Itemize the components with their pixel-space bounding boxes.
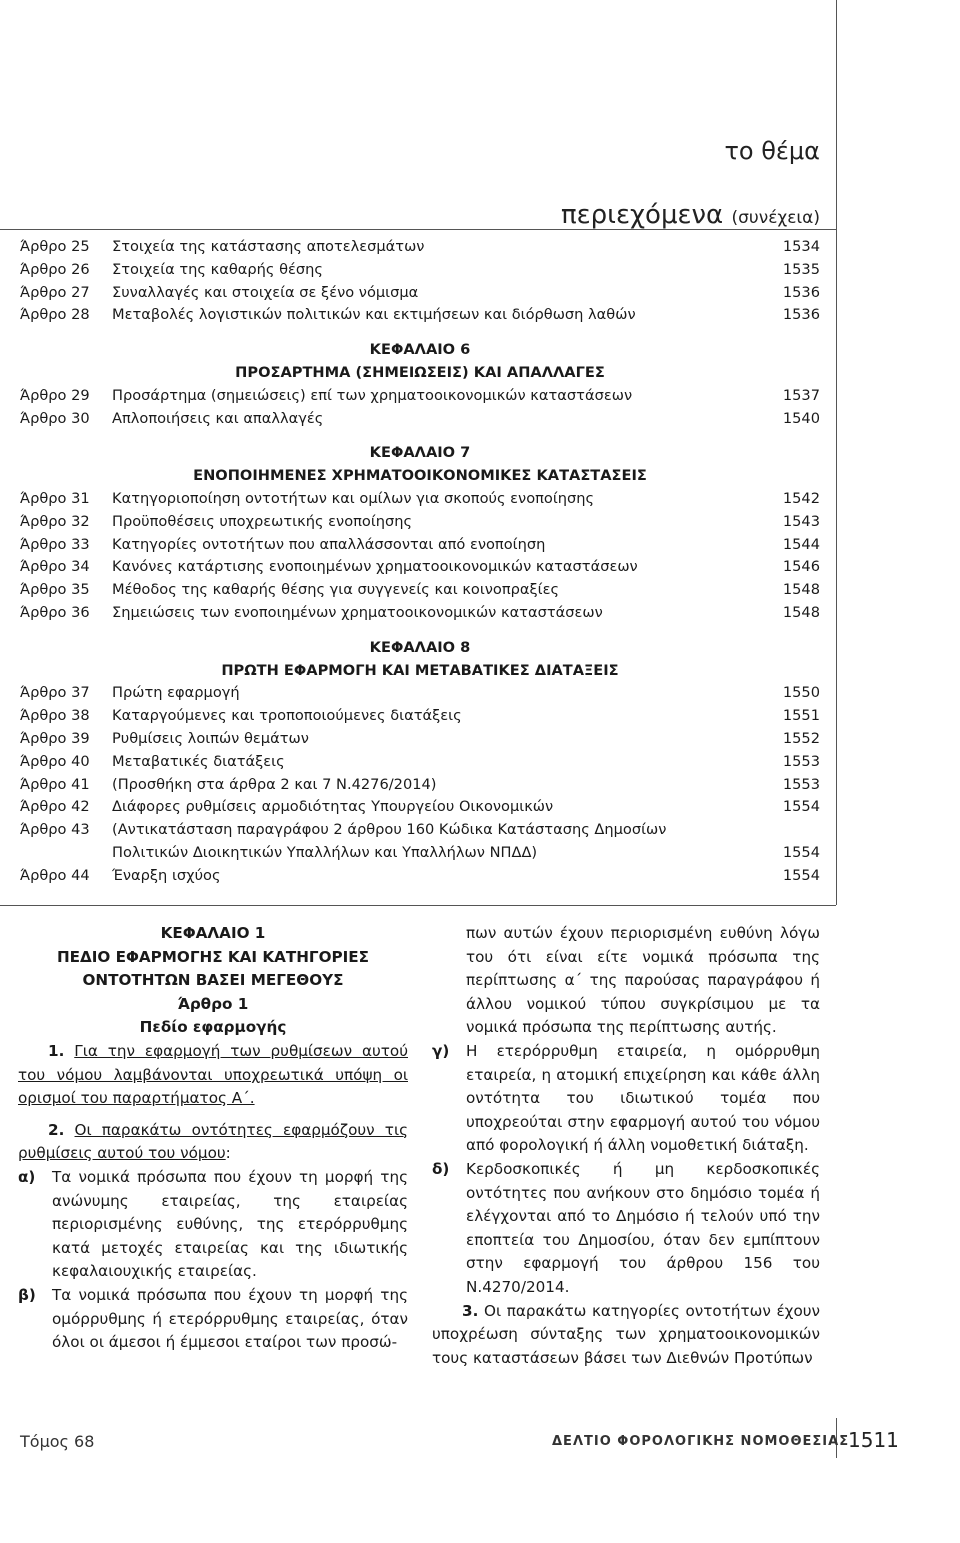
toc-article-title: Προσάρτημα (σημειώσεις) επί των χρηματοοικονομικών καταστάσεων	[112, 386, 633, 404]
item-b	[18, 1284, 408, 1355]
toc-page-number: 1554	[782, 866, 820, 884]
toc-row	[20, 796, 820, 819]
toc-row	[20, 304, 820, 327]
toc-page-number: 1548	[782, 603, 820, 621]
toc-article-number: Άρθρο 31	[20, 489, 90, 507]
item-d-label: δ)	[432, 1159, 450, 1178]
toc-row	[20, 408, 820, 431]
toc-article-title: Στοιχεία της κατάστασης αποτελεσμάτων	[112, 238, 425, 255]
toc-article-title: Διάφορες ρυθμίσεις αρμοδιότητας Υπουργείου Οικονομικών	[112, 798, 554, 816]
item-a-text: Τα νομικά πρόσωπα που έχουν τη μορφή της ανώνυμης εταιρείας, της εταιρείας περιορισμένης ευθύνης, της ετερόρρυθμης κατά μετοχές εταιρείας και της ιδιωτικής κεφαλαιουχικής εταιρείας.	[52, 1167, 408, 1281]
toc-row	[20, 579, 820, 602]
toc-article-title: Μεταβολές λογιστικών πολιτικών και εκτιμήσεων και διόρθωση λαθών	[112, 306, 636, 324]
section-tag: το θέμα	[724, 137, 820, 165]
paragraph-3-number: 3.	[462, 1301, 479, 1320]
toc-article-title: Πολιτικών Διοικητικών Υπαλλήλων και Υπαλλήλων ΝΠΔΔ)	[112, 843, 538, 861]
paragraph-1-number: 1.	[48, 1041, 65, 1060]
chapter8-title: ΠΡΩΤΗ ΕΦΑΡΜΟΓΗ ΚΑΙ ΜΕΤΑΒΑΤΙΚΕΣ ΔΙΑΤΑΞΕΙΣ	[221, 661, 619, 679]
toc-row	[20, 774, 820, 797]
toc-page-number: 1544	[782, 535, 820, 553]
toc-article-title: Συναλλαγές και στοιχεία σε ξένο νόμισμα	[112, 283, 419, 301]
toc-article-number: Άρθρο 25	[20, 238, 90, 255]
item-b-continuation: πων αυτών έχουν περιορισμένη ευθύνη λόγω του ότι είναι είτε νομικά πρόσωπα της περίπτωσης α΄ της παρούσας παραγράφου ή άλλου νομικού τύπου συγκρίσιμου με τα νομικά πρόσωπα της περίπτωσης αυτής.	[466, 924, 820, 1037]
toc-rows-chapter7	[20, 488, 820, 625]
toc-article-title: Καταργούμενες και τροποποιούμενες διατάξεις	[112, 707, 462, 725]
chapter-heading: ΚΕΦΑΛΑΙΟ 1	[160, 924, 266, 942]
item-c	[432, 1040, 820, 1158]
toc-rows-chapter6	[20, 385, 820, 431]
toc-page-number: 1540	[782, 409, 820, 427]
toc-page-number: 1542	[782, 489, 820, 507]
toc-page-number: 1550	[782, 684, 820, 702]
toc-row	[20, 259, 820, 282]
paragraph-2-colon: :	[225, 1144, 231, 1163]
chapter6-heading: ΚΕΦΑΛΑΙΟ 6	[369, 341, 471, 359]
item-c-text: Η ετερόρρυθμη εταιρεία, η ομόρρυθμη εταιρεία, η ατομική επιχείρηση και κάθε άλλη οντότητα του ιδιωτικού τομέα που υποχρεούται στην εφαρμογή αυτού του νόμου από φορολογική ή άλλη νομοθετική διάταξη.	[466, 1041, 820, 1155]
article-heading: Άρθρο 1	[177, 994, 249, 1013]
toc-row	[20, 728, 820, 751]
chapter7-heading: ΚΕΦΑΛΑΙΟ 7	[369, 444, 471, 462]
toc-row	[20, 282, 820, 305]
toc-article-number: Άρθρο 33	[20, 535, 90, 553]
toc-article-number: Άρθρο 27	[20, 283, 90, 301]
item-a	[18, 1166, 408, 1284]
vertical-rule	[836, 0, 837, 905]
toc-page-number: 1552	[782, 729, 820, 747]
footer-journal-logo: ΔΕΛΤΙΟ ΦΟΡΟΛΟΓΙΚΗΣ ΝΟΜΟΘΕΣΙΑΣ	[552, 1434, 850, 1449]
toc-article-number: Άρθρο 30	[20, 409, 90, 427]
toc-article-number: Άρθρο 36	[20, 603, 90, 621]
toc-page-number: 1534	[782, 238, 820, 255]
toc-article-number: Άρθρο 42	[20, 798, 90, 816]
toc-article-title: Μεταβατικές διατάξεις	[112, 752, 285, 770]
toc-article-title: Κατηγοριοποίηση οντοτήτων και ομίλων για σκοπούς ενοποίησης	[112, 489, 595, 507]
toc-page-number: 1551	[782, 707, 820, 725]
toc-page-number: 1537	[782, 386, 820, 404]
toc-page-number: 1548	[782, 581, 820, 599]
toc-article-title: Σημειώσεις των ενοποιημένων χρηματοοικονομικών καταστάσεων	[112, 603, 603, 621]
toc-article-number: Άρθρο 38	[20, 707, 90, 725]
body-left-column	[18, 922, 408, 1355]
toc-row	[20, 682, 820, 705]
toc-article-number: Άρθρο 28	[20, 306, 90, 324]
toc-bottom-rule	[0, 905, 836, 906]
table-of-contents	[20, 236, 820, 888]
toc-page-number: 1536	[782, 283, 820, 301]
toc-article-number: Άρθρο 37	[20, 684, 90, 702]
paragraph-3	[432, 1300, 820, 1371]
toc-article-title: Κανόνες κατάρτισης ενοποιημένων χρηματοοικονομικών καταστάσεων	[112, 558, 638, 576]
toc-article-number: Άρθρο 43	[20, 821, 90, 839]
footer-volume: Τόμος 68	[20, 1432, 95, 1451]
toc-article-number: Άρθρο 35	[20, 581, 90, 599]
item-b-label: β)	[18, 1285, 36, 1304]
toc-article-title: Πρώτη εφαρμογή	[112, 684, 240, 702]
chapter8-heading: ΚΕΦΑΛΑΙΟ 8	[369, 638, 471, 656]
paragraph-2-text: Οι παρακάτω οντότητες εφαρμόζουν τις ρυθμίσεις αυτού του νόμου	[18, 1120, 409, 1163]
toc-row	[20, 819, 820, 842]
toc-row	[20, 488, 820, 511]
toc-article-number: Άρθρο 39	[20, 729, 90, 747]
toc-page-number: 1554	[782, 798, 820, 816]
body-right-column	[432, 922, 820, 1370]
toc-title-suffix: (συνέχεια)	[731, 208, 820, 228]
item-a-label: α)	[18, 1167, 36, 1186]
toc-row	[20, 865, 820, 888]
toc-title	[561, 200, 820, 230]
paragraph-3-text: Οι παρακάτω κατηγορίες οντοτήτων έχουν υποχρέωση σύνταξης των χρηματοοικονομικών τους καταστάσεων βάσει των Διεθνών Προτύπων	[432, 1301, 821, 1367]
toc-article-number: Άρθρο 41	[20, 775, 90, 793]
toc-row	[20, 385, 820, 408]
toc-row	[20, 556, 820, 579]
chapter-title-line2: ΟΝΤΟΤΗΤΩΝ ΒΑΣΕΙ ΜΕΓΕΘΟΥΣ	[82, 971, 344, 990]
chapter-title-line1: ΠΕΔΙΟ ΕΦΑΡΜΟΓΗΣ ΚΑΙ ΚΑΤΗΓΟΡΙΕΣ	[56, 947, 370, 966]
toc-article-number: Άρθρο 34	[20, 558, 90, 576]
chapter6-title: ΠΡΟΣΑΡΤΗΜΑ (ΣΗΜΕΙΩΣΕΙΣ) ΚΑΙ ΑΠΑΛΛΑΓΕΣ	[235, 363, 605, 381]
toc-row	[20, 842, 820, 865]
toc-page-number: 1553	[782, 775, 820, 793]
item-d	[432, 1158, 820, 1300]
toc-page-number: 1543	[782, 512, 820, 530]
chapter7-title: ΕΝΟΠΟΙΗΜΕΝΕΣ ΧΡΗΜΑΤΟΟΙΚΟΝΟΜΙΚΕΣ ΚΑΤΑΣΤΑΣΕΙΣ	[193, 467, 647, 485]
toc-row	[20, 751, 820, 774]
toc-article-title: (Αντικατάσταση παραγράφου 2 άρθρου 160 Κώδικα Κατάστασης Δημοσίων	[112, 821, 667, 839]
toc-article-title: Έναρξη ισχύος	[112, 866, 221, 884]
toc-article-number: Άρθρο 26	[20, 260, 90, 278]
toc-row	[20, 511, 820, 534]
toc-article-title: Προϋποθέσεις υποχρεωτικής ενοποίησης	[112, 512, 413, 530]
item-c-label: γ)	[432, 1041, 450, 1060]
toc-article-number: Άρθρο 32	[20, 512, 90, 530]
toc-rows-chapter8	[20, 682, 820, 887]
toc-page-number: 1554	[782, 843, 820, 861]
toc-page-number: 1536	[782, 306, 820, 324]
toc-article-number: Άρθρο 29	[20, 386, 90, 404]
toc-article-title: Ρυθμίσεις λοιπών θεμάτων	[112, 729, 309, 747]
article-title: Πεδίο εφαρμογής	[139, 1018, 287, 1037]
item-b-text: Τα νομικά πρόσωπα που έχουν τη μορφή της ομόρρυθμης ή ετερόρρυθμης εταιρείας, όταν όλοι οι άμεσοι ή έμμεσοι εταίροι των προσώ-	[52, 1285, 408, 1352]
toc-row	[20, 705, 820, 728]
toc-row	[20, 602, 820, 625]
item-d-text: Κερδοσκοπικές ή μη κερδοσκοπικές οντότητες που ανήκουν στο δημόσιο τομέα ή ελέγχονται από το Δημόσιο ή τελούν υπό την εποπτεία του Δημοσίου, όταν δεν εμπίπτουν στην εφαρμογή του άρθρου 156 του Ν.4270/2014.	[466, 1159, 820, 1296]
paragraph-2	[18, 1119, 408, 1166]
toc-row	[20, 534, 820, 557]
paragraph-1-text: Για την εφαρμογή των ρυθμίσεων αυτού του νόμου λαμβάνονται υποχρεωτικά υπόψη οι ορισμοί του παραρτήματος Α΄.	[18, 1041, 408, 1108]
paragraph-1	[18, 1040, 408, 1111]
toc-article-number: Άρθρο 44	[20, 866, 90, 884]
toc-article-title: (Προσθήκη στα άρθρα 2 και 7 Ν.4276/2014)	[112, 775, 437, 793]
toc-title-text: περιεχόμενα	[560, 200, 724, 230]
toc-article-number: Άρθρο 40	[20, 752, 90, 770]
toc-article-title: Κατηγορίες οντοτήτων που απαλλάσσονται από ενοποίηση	[112, 535, 546, 553]
toc-row	[20, 236, 820, 259]
toc-rows-initial	[20, 236, 820, 327]
paragraph-2-number: 2.	[48, 1120, 65, 1139]
page-number: 1511	[848, 1428, 899, 1452]
toc-article-title: Στοιχεία της καθαρής θέσης	[112, 260, 323, 278]
toc-page-number: 1546	[782, 558, 820, 576]
toc-page-number: 1535	[782, 260, 820, 278]
toc-page-number: 1553	[782, 752, 820, 770]
toc-article-title: Απλοποιήσεις και απαλλαγές	[112, 409, 324, 427]
toc-article-title: Μέθοδος της καθαρής θέσης για συγγενείς και κοινοπραξίες	[112, 581, 560, 599]
